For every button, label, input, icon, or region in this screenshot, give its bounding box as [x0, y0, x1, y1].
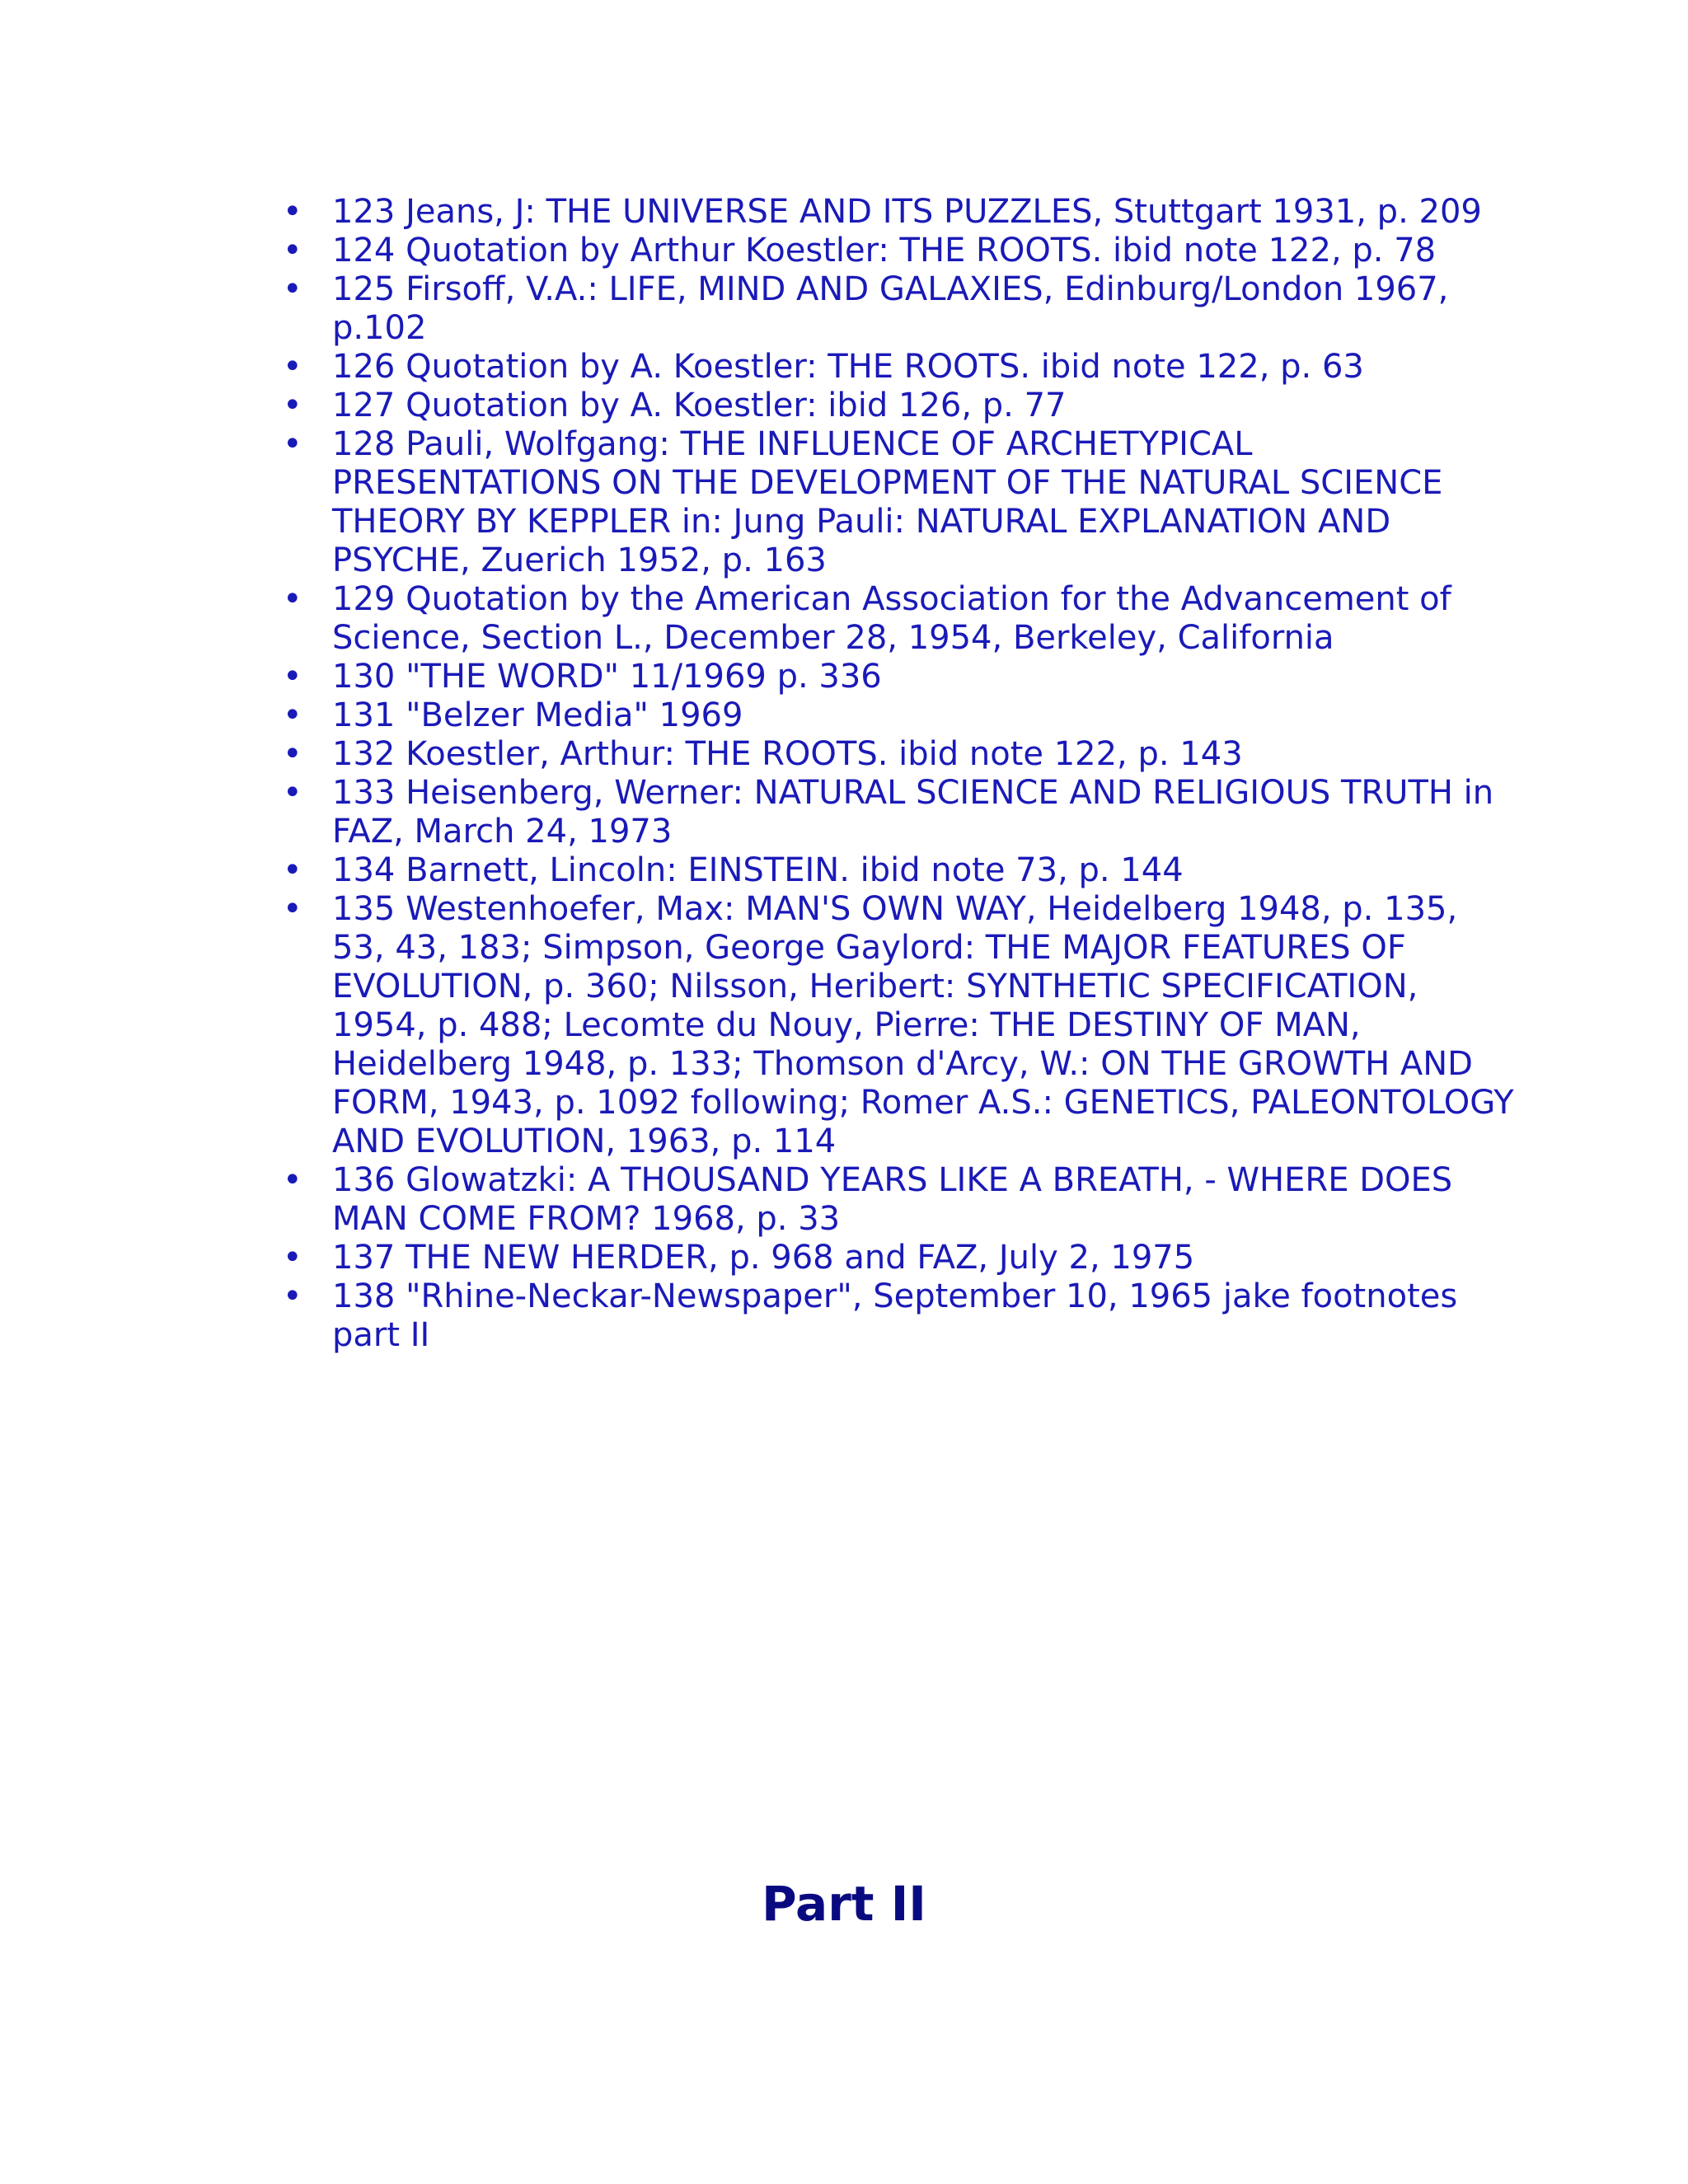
bullet-icon: •	[283, 580, 302, 618]
footnote-item	[283, 1239, 1519, 1277]
bullet-icon: •	[283, 735, 302, 773]
footnote-item	[283, 774, 1519, 851]
footnote-text: 134 Barnett, Lincoln: EINSTEIN. ibid note 73, p. 144	[332, 851, 1184, 889]
part-title: Part II	[762, 1876, 926, 1932]
footnote-text: 127 Quotation by A. Koestler: ibid 126, p. 77	[332, 387, 1067, 424]
footnote-text: 135 Westenhoefer, Max: MAN'S OWN WAY, Heidelberg 1948, p. 135, 53, 43, 183; Simpson, George Gaylord: THE MAJOR FEATURES OF EVOLUTION, p. 360; Nilsson, Heribert: SYNTHETIC SPECIFICATION, 1954, p. 488; Lecomte du Nouy, Pierre: THE DESTINY OF MAN, Heidelberg 1948, p. 133; Thomson d'Arcy, W.: ON THE GROWTH AND FORM, 1943, p. 1092 following; Romer A.S.: GENETICS, PALEONTOLOGY AND EVOLUTION, 1963, p. 114	[332, 890, 1514, 1160]
footnote-item	[283, 387, 1519, 425]
footnote-text: 131 "Belzer Media" 1969	[332, 696, 743, 734]
footnote-item	[283, 735, 1519, 774]
bullet-icon: •	[283, 1161, 302, 1199]
footnote-text: 129 Quotation by the American Association for the Advancement of Science, Section L., December 28, 1954, Berkeley, California	[332, 580, 1451, 657]
footnote-item	[283, 1161, 1519, 1239]
bullet-icon: •	[283, 774, 302, 812]
footnote-item	[283, 580, 1519, 658]
footnote-text: 136 Glowatzki: A THOUSAND YEARS LIKE A BREATH, - WHERE DOES MAN COME FROM? 1968, p. 33	[332, 1161, 1453, 1238]
footnote-item	[283, 1277, 1519, 1355]
bullet-icon: •	[283, 387, 302, 424]
footnote-text: 138 "Rhine-Neckar-Newspaper", September 10, 1965 jake footnotes part II	[332, 1277, 1458, 1354]
footnote-item	[283, 348, 1519, 387]
footnote-list	[276, 193, 1519, 1355]
bullet-icon: •	[283, 890, 302, 928]
footnote-text: 132 Koestler, Arthur: THE ROOTS. ibid note 122, p. 143	[332, 735, 1243, 773]
footnote-text: 125 Firsoff, V.A.: LIFE, MIND AND GALAXIES, Edinburg/London 1967, p.102	[332, 270, 1449, 347]
bullet-icon: •	[283, 696, 302, 734]
footnote-item	[283, 851, 1519, 890]
footnote-item	[283, 658, 1519, 696]
footnote-item	[283, 890, 1519, 1161]
bullet-icon: •	[283, 193, 302, 231]
bullet-icon: •	[283, 658, 302, 696]
footnote-text: 128 Pauli, Wolfgang: THE INFLUENCE OF ARCHETYPICAL PRESENTATIONS ON THE DEVELOPMENT OF THE NATURAL SCIENCE THEORY BY KEPPLER in: Jung Pauli: NATURAL EXPLANATION AND PSYCHE, Zuerich 1952, p. 163	[332, 425, 1443, 579]
footnote-item	[283, 232, 1519, 270]
bullet-icon: •	[283, 270, 302, 308]
footnote-text: 133 Heisenberg, Werner: NATURAL SCIENCE AND RELIGIOUS TRUTH in FAZ, March 24, 1973	[332, 774, 1494, 851]
bullet-icon: •	[283, 425, 302, 463]
footnote-item	[283, 270, 1519, 348]
bullet-icon: •	[283, 348, 302, 386]
bullet-icon: •	[283, 851, 302, 889]
footnote-text: 137 THE NEW HERDER, p. 968 and FAZ, July 2, 1975	[332, 1239, 1195, 1277]
footnote-item	[283, 193, 1519, 232]
footnote-text: 126 Quotation by A. Koestler: THE ROOTS. ibid note 122, p. 63	[332, 348, 1364, 386]
bullet-icon: •	[283, 1277, 302, 1315]
bullet-icon: •	[283, 1239, 302, 1277]
footnote-text: 130 "THE WORD" 11/1969 p. 336	[332, 658, 882, 696]
footnote-item	[283, 425, 1519, 580]
footnote-text: 124 Quotation by Arthur Koestler: THE ROOTS. ibid note 122, p. 78	[332, 232, 1437, 269]
footnote-text: 123 Jeans, J: THE UNIVERSE AND ITS PUZZLES, Stuttgart 1931, p. 209	[332, 193, 1482, 231]
bullet-icon: •	[283, 232, 302, 269]
footnote-item	[283, 696, 1519, 735]
